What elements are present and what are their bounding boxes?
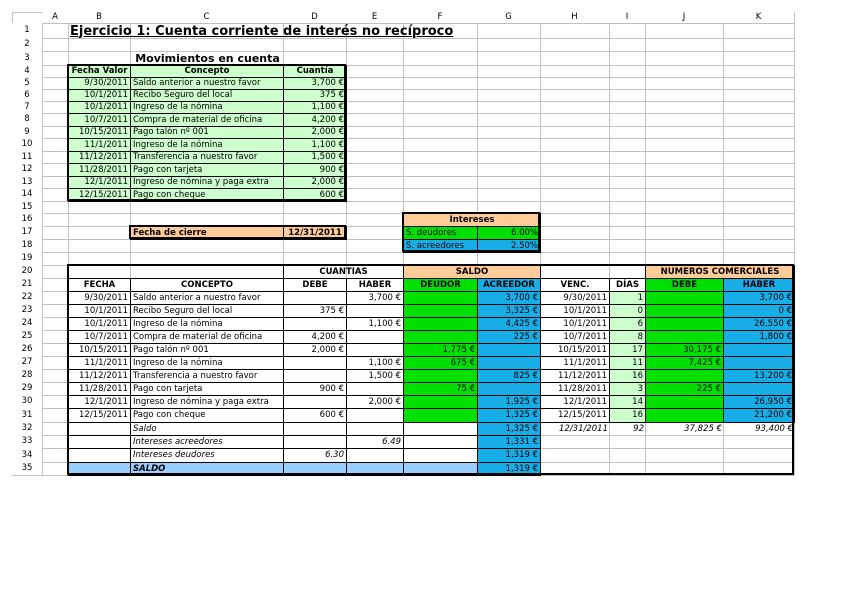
cell-b6[interactable]: 10/1/2011	[68, 89, 131, 102]
row-header-26[interactable]: 26	[12, 343, 42, 356]
cell-e27[interactable]: 1,100 €	[346, 356, 404, 370]
cell-b10[interactable]: 11/1/2011	[68, 138, 131, 152]
cell-d35[interactable]	[283, 462, 347, 476]
cell-c13[interactable]: Ingreso de nómina y paga extra	[130, 176, 284, 189]
cell-d5[interactable]: 3,700 €	[283, 77, 347, 90]
row-header-14[interactable]: 14	[12, 188, 42, 201]
cell-g22[interactable]: 3,700 €	[477, 291, 541, 305]
cell-b31[interactable]: 12/15/2011	[68, 408, 131, 423]
cell-j28[interactable]	[645, 369, 724, 383]
row-header-1[interactable]: 1	[12, 23, 42, 38]
cell-i25[interactable]: 8	[609, 330, 646, 344]
cell-b35[interactable]	[68, 462, 131, 476]
cell-d9[interactable]: 2,000 €	[283, 126, 347, 139]
cell-c5[interactable]: Saldo anterior a nuestro favor	[130, 77, 284, 90]
cell-b29[interactable]: 11/28/2011	[68, 382, 131, 396]
cell-f18[interactable]: S. acreedores	[403, 239, 478, 253]
cell-b13[interactable]: 12/1/2011	[68, 176, 131, 189]
cell-g24[interactable]: 4,425 €	[477, 317, 541, 331]
cell-i23[interactable]: 0	[609, 304, 646, 318]
cell-d28[interactable]	[283, 369, 347, 383]
cell-g23[interactable]: 3,325 €	[477, 304, 541, 318]
cell-f35[interactable]	[403, 462, 478, 476]
cell-e35[interactable]	[346, 462, 404, 476]
cell-k28[interactable]: 13,200 €	[723, 369, 795, 383]
row-header-6[interactable]: 6	[12, 89, 42, 101]
cell-g21[interactable]: ACREEDOR	[477, 278, 541, 292]
cell-b5[interactable]: 9/30/2011	[68, 77, 131, 90]
cell-h31[interactable]: 12/15/2011	[540, 408, 610, 423]
column-header-g[interactable]: G	[477, 12, 540, 23]
cell-i27[interactable]: 11	[609, 356, 646, 370]
row-header-21[interactable]: 21	[12, 278, 42, 291]
cell-f24[interactable]	[403, 317, 478, 331]
cell-e31[interactable]	[346, 408, 404, 423]
cell-e25[interactable]	[346, 330, 404, 344]
row-header-9[interactable]: 9	[12, 126, 42, 138]
row-header-7[interactable]: 7	[12, 101, 42, 113]
cell-f17[interactable]: S. deudores	[403, 226, 478, 240]
column-header-b[interactable]: B	[68, 12, 130, 23]
cell-h24[interactable]: 10/1/2011	[540, 317, 610, 331]
column-header-k[interactable]: K	[723, 12, 794, 23]
row-header-19[interactable]: 19	[12, 252, 42, 265]
column-header-j[interactable]: J	[645, 12, 723, 23]
cell-k29[interactable]	[723, 382, 795, 396]
cell-h23[interactable]: 10/1/2011	[540, 304, 610, 318]
cell-j20[interactable]: NUMEROS COMERCIALES	[645, 265, 795, 279]
cell-f30[interactable]	[403, 395, 478, 409]
row-header-4[interactable]: 4	[12, 65, 42, 77]
cell-j22[interactable]	[645, 291, 724, 305]
cell-d32[interactable]	[283, 422, 347, 436]
cell-c14[interactable]: Pago con cheque	[130, 188, 284, 202]
cell-h29[interactable]: 11/28/2011	[540, 382, 610, 396]
cell-d34[interactable]: 6.30	[283, 448, 347, 463]
cell-g28[interactable]: 825 €	[477, 369, 541, 383]
cell-d25[interactable]: 4,200 €	[283, 330, 347, 344]
cell-d13[interactable]: 2,000 €	[283, 176, 347, 189]
cell-b8[interactable]: 10/7/2011	[68, 113, 131, 127]
row-header-13[interactable]: 13	[12, 176, 42, 188]
cell-f16[interactable]: Intereses	[403, 213, 541, 227]
cell-i28[interactable]: 16	[609, 369, 646, 383]
row-header-5[interactable]: 5	[12, 77, 42, 89]
cell-i32[interactable]: 92	[633, 423, 644, 434]
row-header-34[interactable]: 34	[12, 448, 42, 462]
cell-c35[interactable]: SALDO	[130, 462, 284, 476]
row-header-29[interactable]: 29	[12, 382, 42, 395]
row-header-28[interactable]: 28	[12, 369, 42, 382]
cell-c24[interactable]: Ingreso de la nómina	[130, 317, 284, 331]
cell-h30[interactable]: 12/1/2011	[540, 395, 610, 409]
cell-i24[interactable]: 6	[609, 317, 646, 331]
cell-e26[interactable]	[346, 343, 404, 357]
cell-k31[interactable]: 21,200 €	[723, 408, 795, 423]
cell-g18[interactable]: 2.50%	[477, 239, 541, 253]
cell-b33[interactable]	[68, 435, 131, 449]
cell-d29[interactable]: 900 €	[283, 382, 347, 396]
cell-i22[interactable]: 1	[609, 291, 646, 305]
cell-k21[interactable]: HABER	[723, 278, 795, 292]
cell-c12[interactable]: Pago con tarjeta	[130, 163, 284, 177]
cell-c23[interactable]: Recibo Seguro del local	[130, 304, 284, 318]
row-header-3[interactable]: 3	[12, 51, 42, 65]
cell-e33[interactable]: 6.49	[346, 435, 404, 449]
row-header-35[interactable]: 35	[12, 462, 42, 475]
cell-c31[interactable]: Pago con cheque	[130, 408, 284, 423]
cell-g31[interactable]: 1,325 €	[477, 408, 541, 423]
spreadsheet	[12, 12, 794, 520]
row-header-24[interactable]: 24	[12, 317, 42, 330]
cell-b24[interactable]: 10/1/2011	[68, 317, 131, 331]
row-header-32[interactable]: 32	[12, 422, 42, 435]
cell-d24[interactable]	[283, 317, 347, 331]
cell-b4[interactable]: Fecha Valor	[68, 65, 131, 78]
row-header-10[interactable]: 10	[12, 138, 42, 151]
cell-i26[interactable]: 17	[609, 343, 646, 357]
cell-f25[interactable]	[403, 330, 478, 344]
cell-e22[interactable]: 3,700 €	[346, 291, 404, 305]
column-header-a[interactable]: A	[42, 12, 68, 23]
cell-e29[interactable]	[346, 382, 404, 396]
cell-f27[interactable]: 675 €	[403, 356, 478, 370]
cell-f32[interactable]	[403, 422, 478, 436]
cell-g17[interactable]: 6.00%	[477, 226, 541, 240]
row-header-20[interactable]: 20	[12, 265, 42, 278]
row-header-12[interactable]: 12	[12, 163, 42, 176]
cell-f22[interactable]	[403, 291, 478, 305]
cell-k30[interactable]: 26,950 €	[723, 395, 795, 409]
cell-b3[interactable]: Movimientos en cuenta	[135, 52, 280, 65]
cell-f26[interactable]: 1,775 €	[403, 343, 478, 357]
cell-j21[interactable]: DEBE	[645, 278, 724, 292]
cell-g27[interactable]	[477, 356, 541, 370]
cell-g29[interactable]	[477, 382, 541, 396]
column-header-h[interactable]: H	[540, 12, 609, 23]
cell-b27[interactable]: 11/1/2011	[68, 356, 131, 370]
cell-e34[interactable]	[346, 448, 404, 463]
cell-c33[interactable]: Intereses acreedores	[130, 435, 284, 449]
cell-b25[interactable]: 10/7/2011	[68, 330, 131, 344]
cell-h25[interactable]: 10/7/2011	[540, 330, 610, 344]
cell-e32[interactable]	[346, 422, 404, 436]
row-header-30[interactable]: 30	[12, 395, 42, 408]
cell-e28[interactable]: 1,500 €	[346, 369, 404, 383]
cell-j29[interactable]: 225 €	[645, 382, 724, 396]
row-header-2[interactable]: 2	[12, 38, 42, 51]
cell-f28[interactable]	[403, 369, 478, 383]
cell-b21[interactable]: FECHA	[68, 278, 131, 292]
cell-i21[interactable]: DÍAS	[609, 278, 646, 292]
row-header-17[interactable]: 17	[12, 226, 42, 239]
cell-d22[interactable]	[283, 291, 347, 305]
cell-c21[interactable]: CONCEPTO	[130, 278, 284, 292]
cell-g33[interactable]: 1,331 €	[477, 435, 541, 449]
cell-g25[interactable]: 225 €	[477, 330, 541, 344]
cell-j31[interactable]	[645, 408, 724, 423]
cell-d33[interactable]	[283, 435, 347, 449]
cell-c34[interactable]: Intereses deudores	[130, 448, 284, 463]
row-header-11[interactable]: 11	[12, 151, 42, 163]
cell-h26[interactable]: 10/15/2011	[540, 343, 610, 357]
cell-g30[interactable]: 1,925 €	[477, 395, 541, 409]
cell-b23[interactable]: 10/1/2011	[68, 304, 131, 318]
cell-b14[interactable]: 12/15/2011	[68, 188, 131, 202]
cell-d17[interactable]: 12/31/2011	[283, 226, 347, 240]
cell-c9[interactable]: Pago talón nº 001	[130, 126, 284, 139]
cell-c8[interactable]: Compra de material de oficina	[130, 113, 284, 127]
row-header-18[interactable]: 18	[12, 239, 42, 252]
cell-c11[interactable]: Transferencia a nuestro favor	[130, 151, 284, 164]
cell-d21[interactable]: DEBE	[283, 278, 347, 292]
row-header-31[interactable]: 31	[12, 408, 42, 422]
cell-k32[interactable]: 93,400 €	[755, 423, 793, 434]
cell-d26[interactable]: 2,000 €	[283, 343, 347, 357]
cell-j23[interactable]	[645, 304, 724, 318]
cell-k24[interactable]: 26,550 €	[723, 317, 795, 331]
cell-k27[interactable]	[723, 356, 795, 370]
cell-b28[interactable]: 11/12/2011	[68, 369, 131, 383]
cell-c7[interactable]: Ingreso de la nómina	[130, 101, 284, 114]
cell-c32[interactable]: Saldo	[130, 422, 284, 436]
cell-b30[interactable]: 12/1/2011	[68, 395, 131, 409]
row-header-33[interactable]: 33	[12, 435, 42, 448]
cell-f33[interactable]	[403, 435, 478, 449]
cell-j32[interactable]: 37,825 €	[684, 423, 722, 434]
cell-b32[interactable]	[68, 422, 131, 436]
cell-d31[interactable]: 600 €	[283, 408, 347, 423]
cell-k25[interactable]: 1,800 €	[723, 330, 795, 344]
cell-b7[interactable]: 10/1/2011	[68, 101, 131, 114]
cell-j27[interactable]: 7,425 €	[645, 356, 724, 370]
column-header-f[interactable]: F	[403, 12, 477, 23]
column-header-i[interactable]: I	[609, 12, 645, 23]
cell-d11[interactable]: 1,500 €	[283, 151, 347, 164]
column-header-e[interactable]: E	[346, 12, 403, 23]
cell-d30[interactable]	[283, 395, 347, 409]
cell-b22[interactable]: 9/30/2011	[68, 291, 131, 305]
row-header-23[interactable]: 23	[12, 304, 42, 317]
row-header-22[interactable]: 22	[12, 291, 42, 304]
cell-d10[interactable]: 1,100 €	[283, 138, 347, 152]
cell-b11[interactable]: 11/12/2011	[68, 151, 131, 164]
row-header-8[interactable]: 8	[12, 113, 42, 126]
cell-f34[interactable]	[403, 448, 478, 463]
row-header-27[interactable]: 27	[12, 356, 42, 369]
cell-d7[interactable]: 1,100 €	[283, 101, 347, 114]
cell-k22[interactable]: 3,700 €	[723, 291, 795, 305]
cell-e24[interactable]: 1,100 €	[346, 317, 404, 331]
cell-d23[interactable]: 375 €	[283, 304, 347, 318]
cell-c25[interactable]: Compra de material de oficina	[130, 330, 284, 344]
cell-f23[interactable]	[403, 304, 478, 318]
cell-f21[interactable]: DEUDOR	[403, 278, 478, 292]
cell-k23[interactable]: 0 €	[723, 304, 795, 318]
cell-f29[interactable]: 75 €	[403, 382, 478, 396]
cell-d14[interactable]: 600 €	[283, 188, 347, 202]
cell-g32[interactable]: 1,325 €	[477, 422, 541, 436]
cell-i30[interactable]: 14	[609, 395, 646, 409]
cell-c27[interactable]: Ingreso de la nómina	[130, 356, 284, 370]
cell-d20[interactable]: CUANTIAS	[283, 265, 404, 279]
row-header-15[interactable]: 15	[12, 201, 42, 213]
row-header-16[interactable]: 16	[12, 213, 42, 226]
cell-b26[interactable]: 10/15/2011	[68, 343, 131, 357]
cell-c6[interactable]: Recibo Seguro del local	[130, 89, 284, 102]
cell-j24[interactable]	[645, 317, 724, 331]
cell-c28[interactable]: Transferencia a nuestro favor	[130, 369, 284, 383]
cell-c29[interactable]: Pago con tarjeta	[130, 382, 284, 396]
cell-j26[interactable]: 30,175 €	[645, 343, 724, 357]
cell-j30[interactable]	[645, 395, 724, 409]
cell-h28[interactable]: 11/12/2011	[540, 369, 610, 383]
cell-h22[interactable]: 9/30/2011	[540, 291, 610, 305]
column-header-d[interactable]: D	[283, 12, 346, 23]
cell-k26[interactable]	[723, 343, 795, 357]
cell-b34[interactable]	[68, 448, 131, 463]
cell-g34[interactable]: 1,319 €	[477, 448, 541, 463]
cell-c4[interactable]: Concepto	[130, 65, 284, 78]
cell-c26[interactable]: Pago talón nº 001	[130, 343, 284, 357]
cell-d27[interactable]	[283, 356, 347, 370]
cell-b9[interactable]: 10/15/2011	[68, 126, 131, 139]
cell-g35[interactable]: 1,319 €	[477, 462, 541, 476]
cell-d12[interactable]: 900 €	[283, 163, 347, 177]
cell-g26[interactable]	[477, 343, 541, 357]
row-header-25[interactable]: 25	[12, 330, 42, 343]
cell-i31[interactable]: 16	[609, 408, 646, 423]
cell-h32[interactable]: 12/31/2011	[559, 423, 608, 434]
cell-e23[interactable]	[346, 304, 404, 318]
cell-d4[interactable]: Cuantía	[283, 65, 347, 78]
cell-f20[interactable]: SALDO	[403, 265, 541, 279]
cell-e30[interactable]: 2,000 €	[346, 395, 404, 409]
grid-vline	[42, 12, 43, 475]
cell-d8[interactable]: 4,200 €	[283, 113, 347, 127]
cell-c22[interactable]: Saldo anterior a nuestro favor	[130, 291, 284, 305]
cell-j25[interactable]	[645, 330, 724, 344]
cell-b1[interactable]: Ejercicio 1: Cuenta corriente de interés no recíproco	[70, 23, 454, 39]
cell-d6[interactable]: 375 €	[283, 89, 347, 102]
cell-b12[interactable]: 11/28/2011	[68, 163, 131, 177]
cell-h27[interactable]: 11/1/2011	[540, 356, 610, 370]
column-header-c[interactable]: C	[130, 12, 283, 23]
cell-h21[interactable]: VENC.	[540, 278, 610, 292]
cell-c17[interactable]: Fecha de cierre	[130, 226, 284, 240]
cell-c30[interactable]: Ingreso de nómina y paga extra	[130, 395, 284, 409]
cell-f31[interactable]	[403, 408, 478, 423]
cell-c10[interactable]: Ingreso de la nómina	[130, 138, 284, 152]
cell-e21[interactable]: HABER	[346, 278, 404, 292]
cell-i29[interactable]: 3	[609, 382, 646, 396]
